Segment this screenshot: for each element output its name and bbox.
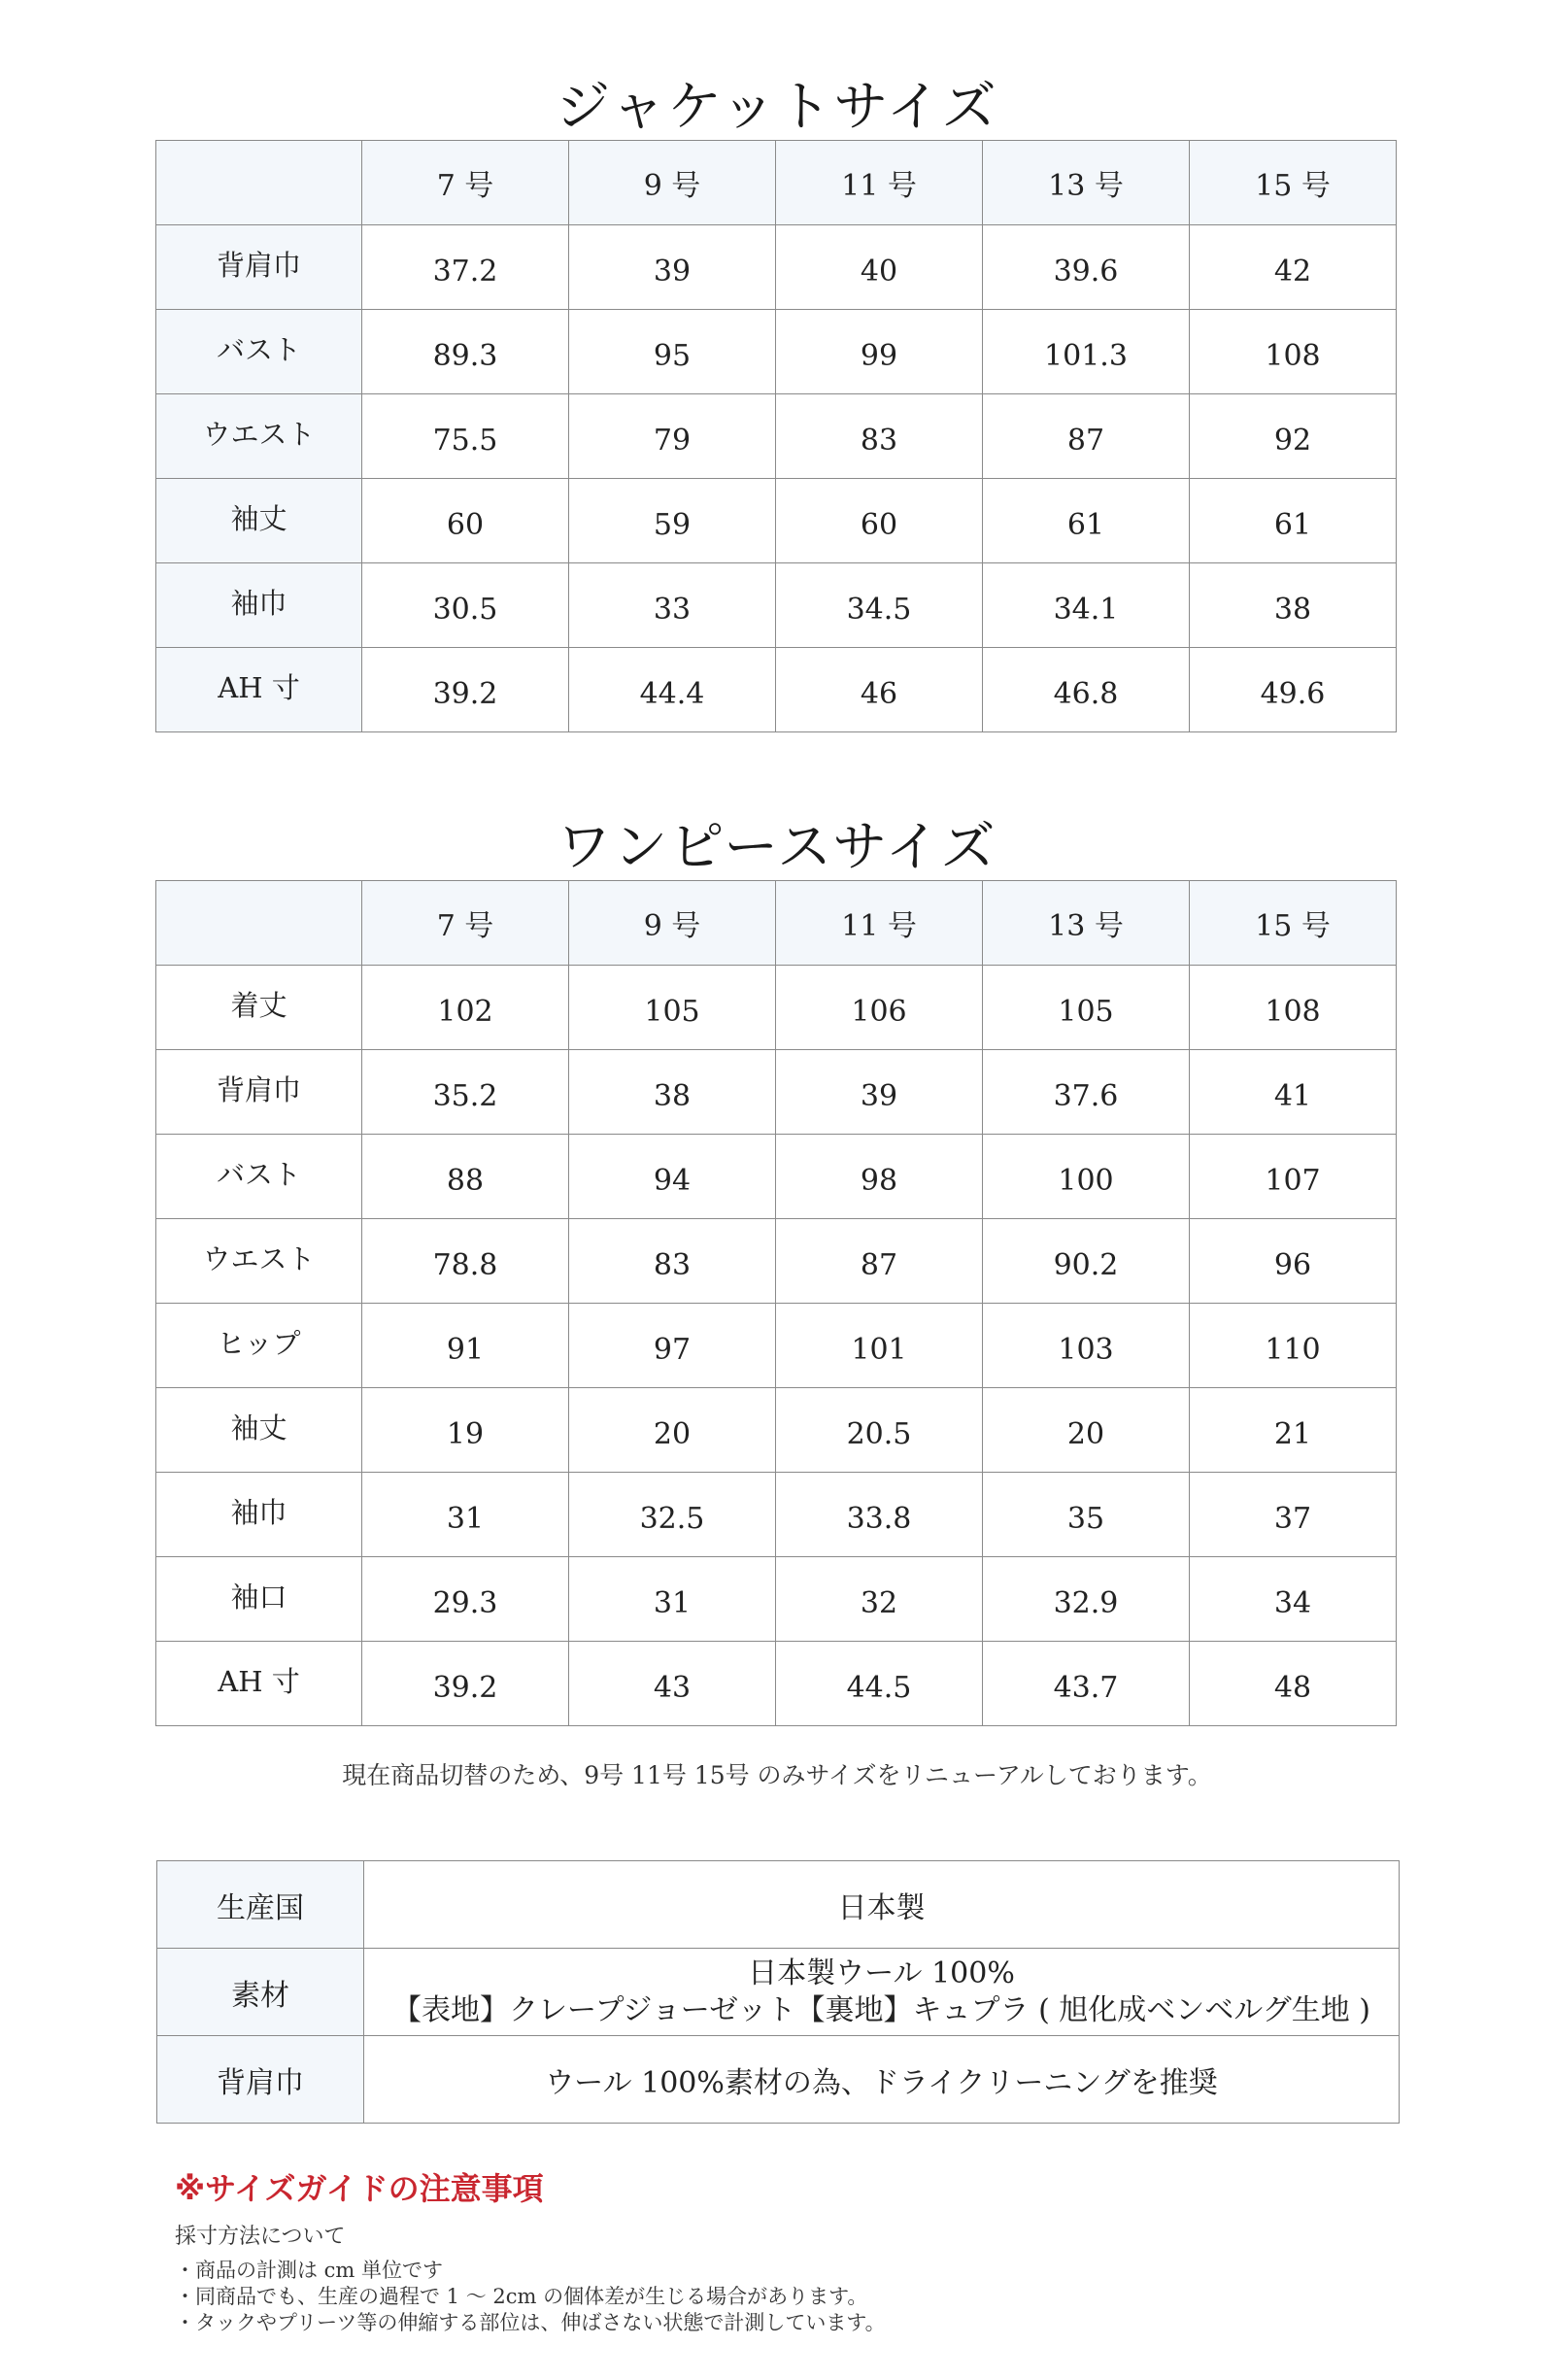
measurement-cell: 35 [983, 1473, 1190, 1557]
measurement-cell: 42 [1190, 225, 1397, 310]
measurement-cell: 106 [776, 966, 983, 1050]
measurement-cell: 96 [1190, 1219, 1397, 1304]
table-row [156, 394, 1397, 479]
measurement-cell: 19 [362, 1388, 569, 1473]
measurement-cell: 60 [362, 479, 569, 563]
table-header-row [156, 141, 1397, 225]
measurement-cell: 34.1 [983, 563, 1190, 648]
spec-label: 素材 [157, 1949, 364, 2036]
measurement-cell: 83 [569, 1219, 776, 1304]
table-row [156, 1388, 1397, 1473]
row-label: ウエスト [156, 394, 362, 479]
measurement-cell: 108 [1190, 310, 1397, 394]
measurement-cell: 38 [1190, 563, 1397, 648]
measurement-cell: 46.8 [983, 648, 1190, 732]
row-label: バスト [156, 310, 362, 394]
size-header-cell: 9 号 [569, 141, 776, 225]
spec-value-line: 日本製ウール 100% [748, 1955, 1015, 1990]
caution-list [175, 2258, 886, 2336]
dress-size-table [155, 880, 1397, 1726]
table-row [156, 1219, 1397, 1304]
spec-row [157, 1861, 1400, 1949]
measurement-cell: 46 [776, 648, 983, 732]
measurement-cell: 30.5 [362, 563, 569, 648]
measurement-cell: 105 [569, 966, 776, 1050]
measurement-cell: 60 [776, 479, 983, 563]
measurement-cell: 20 [983, 1388, 1190, 1473]
row-label: 袖丈 [156, 479, 362, 563]
measurement-cell: 61 [1190, 479, 1397, 563]
measurement-cell: 88 [362, 1135, 569, 1219]
measurement-cell: 41 [1190, 1050, 1397, 1135]
spec-row [157, 1949, 1400, 2036]
spec-label: 生産国 [157, 1861, 364, 1949]
table-row [156, 1135, 1397, 1219]
table-row [156, 1050, 1397, 1135]
size-header-cell: 7 号 [362, 881, 569, 966]
measurement-cell: 110 [1190, 1304, 1397, 1388]
measurement-cell: 39.2 [362, 1642, 569, 1726]
row-label: 袖巾 [156, 563, 362, 648]
measurement-cell: 102 [362, 966, 569, 1050]
size-header-cell: 11 号 [776, 881, 983, 966]
measurement-cell: 107 [1190, 1135, 1397, 1219]
dress-size-title: ワンピースサイズ [557, 816, 997, 879]
measurement-cell: 39 [776, 1050, 983, 1135]
measurement-cell: 89.3 [362, 310, 569, 394]
measurement-cell: 32.5 [569, 1473, 776, 1557]
table-row [156, 310, 1397, 394]
measurement-cell: 83 [776, 394, 983, 479]
table-row [156, 648, 1397, 732]
spec-value [364, 1949, 1400, 2036]
measurement-cell: 31 [362, 1473, 569, 1557]
spec-value [364, 1861, 1400, 1949]
product-spec-table [156, 1860, 1400, 2124]
measurement-cell: 39.2 [362, 648, 569, 732]
spec-value-line: 日本製 [837, 1890, 926, 1925]
row-label: ウエスト [156, 1219, 362, 1304]
size-header-cell: 15 号 [1190, 141, 1397, 225]
table-header-row [156, 881, 1397, 966]
measurement-cell: 87 [983, 394, 1190, 479]
measurement-cell: 49.6 [1190, 648, 1397, 732]
measurement-cell: 87 [776, 1219, 983, 1304]
size-header-cell: 9 号 [569, 881, 776, 966]
row-label: AH 寸 [156, 1642, 362, 1726]
measurement-cell: 33.8 [776, 1473, 983, 1557]
measurement-cell: 33 [569, 563, 776, 648]
table-row [156, 1557, 1397, 1642]
measurement-cell: 37.2 [362, 225, 569, 310]
measurement-cell: 32 [776, 1557, 983, 1642]
table-row [156, 1473, 1397, 1557]
measurement-cell: 101.3 [983, 310, 1190, 394]
table-row [156, 966, 1397, 1050]
measurement-cell: 98 [776, 1135, 983, 1219]
measurement-cell: 39.6 [983, 225, 1190, 310]
measurement-cell: 31 [569, 1557, 776, 1642]
list-item: ・同商品でも、生産の過程で 1 ～ 2cm の個体差が生じる場合があります。 [175, 2285, 868, 2308]
measurement-cell: 38 [569, 1050, 776, 1135]
row-label: AH 寸 [156, 648, 362, 732]
measurement-cell: 43.7 [983, 1642, 1190, 1726]
table-row [156, 479, 1397, 563]
row-label: 袖口 [156, 1557, 362, 1642]
renewal-note: 現在商品切替のため、9号 11号 15号 のみサイズをリニューアルしております。 [342, 1761, 1212, 1789]
spec-label: 背肩巾 [157, 2036, 364, 2124]
measurement-cell: 48 [1190, 1642, 1397, 1726]
header-corner-cell [156, 141, 362, 225]
jacket-size-table [155, 140, 1397, 732]
table-row [156, 1642, 1397, 1726]
measurement-cell: 39 [569, 225, 776, 310]
caution-subtitle: 採寸方法について [175, 2225, 346, 2249]
header-corner-cell [156, 881, 362, 966]
caution-title: ※サイズガイドの注意事項 [175, 2170, 544, 2207]
row-label: 袖巾 [156, 1473, 362, 1557]
measurement-cell: 99 [776, 310, 983, 394]
measurement-cell: 90.2 [983, 1219, 1190, 1304]
measurement-cell: 35.2 [362, 1050, 569, 1135]
measurement-cell: 34.5 [776, 563, 983, 648]
measurement-cell: 103 [983, 1304, 1190, 1388]
measurement-cell: 44.4 [569, 648, 776, 732]
spec-row [157, 2036, 1400, 2124]
spec-value-line: ウール 100%素材の為、ドライクリーニングを推奨 [545, 2065, 1218, 2100]
measurement-cell: 79 [569, 394, 776, 479]
measurement-cell: 91 [362, 1304, 569, 1388]
measurement-cell: 105 [983, 966, 1190, 1050]
spec-value [364, 2036, 1400, 2124]
table-row [156, 563, 1397, 648]
list-item: ・商品の計測は cm 単位です [175, 2259, 444, 2282]
measurement-cell: 101 [776, 1304, 983, 1388]
row-label: 袖丈 [156, 1388, 362, 1473]
measurement-cell: 43 [569, 1642, 776, 1726]
table-row [156, 225, 1397, 310]
measurement-cell: 40 [776, 225, 983, 310]
row-label: 着丈 [156, 966, 362, 1050]
measurement-cell: 21 [1190, 1388, 1397, 1473]
measurement-cell: 95 [569, 310, 776, 394]
row-label: ヒップ [156, 1304, 362, 1388]
measurement-cell: 37.6 [983, 1050, 1190, 1135]
measurement-cell: 32.9 [983, 1557, 1190, 1642]
size-header-cell: 15 号 [1190, 881, 1397, 966]
measurement-cell: 97 [569, 1304, 776, 1388]
row-label: 背肩巾 [156, 225, 362, 310]
measurement-cell: 20.5 [776, 1388, 983, 1473]
table-row [156, 1304, 1397, 1388]
measurement-cell: 92 [1190, 394, 1397, 479]
size-header-cell: 11 号 [776, 141, 983, 225]
measurement-cell: 20 [569, 1388, 776, 1473]
measurement-cell: 75.5 [362, 394, 569, 479]
measurement-cell: 37 [1190, 1473, 1397, 1557]
size-header-cell: 13 号 [983, 141, 1190, 225]
list-item: ・タックやプリーツ等の伸縮する部位は、伸ばさない状態で計測しています。 [175, 2311, 886, 2334]
measurement-cell: 108 [1190, 966, 1397, 1050]
measurement-cell: 59 [569, 479, 776, 563]
size-header-cell: 7 号 [362, 141, 569, 225]
measurement-cell: 61 [983, 479, 1190, 563]
measurement-cell: 100 [983, 1135, 1190, 1219]
measurement-cell: 34 [1190, 1557, 1397, 1642]
row-label: 背肩巾 [156, 1050, 362, 1135]
jacket-size-title: ジャケットサイズ [556, 76, 998, 139]
row-label: バスト [156, 1135, 362, 1219]
spec-value-line: 【表地】クレープジョーゼット【裏地】キュプラ ( 旭化成ベンベルグ生地 ) [392, 1992, 1370, 2027]
measurement-cell: 29.3 [362, 1557, 569, 1642]
size-header-cell: 13 号 [983, 881, 1190, 966]
measurement-cell: 94 [569, 1135, 776, 1219]
measurement-cell: 78.8 [362, 1219, 569, 1304]
measurement-cell: 44.5 [776, 1642, 983, 1726]
